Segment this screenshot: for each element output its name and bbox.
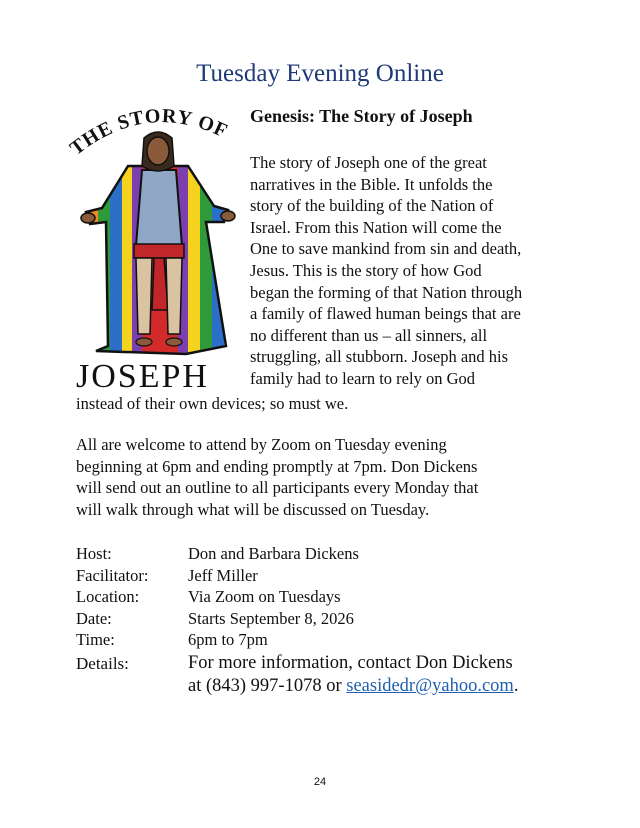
- attendance-paragraph: All are welcome to attend by Zoom on Tuesday evening beginning at 6pm and ending promptly at 7pm. Don Dickens will send out an outline to all participants every Monday that will walk through what will be discussed on Tuesday.: [76, 435, 479, 519]
- time-row: [76, 629, 596, 651]
- host-label: Host:: [76, 544, 112, 563]
- details-line-2-prefix: at (843) 997-1078 or: [188, 675, 347, 696]
- time-value: 6pm to 7pm: [188, 630, 268, 650]
- details-row: [76, 652, 596, 698]
- arc-title: THE STORY OF: [66, 104, 232, 160]
- facilitator-row: [76, 565, 596, 587]
- details-line-1: For more information, contact Don Dickens: [188, 652, 513, 673]
- facilitator-value: Jeff Miller: [188, 565, 258, 585]
- host-value: Don and Barbara Dickens: [188, 544, 359, 563]
- facilitator-label: Facilitator:: [76, 565, 149, 585]
- location-row: [76, 586, 596, 608]
- joseph-wordmark: JOSEPH: [76, 358, 209, 395]
- date-label: Date:: [76, 608, 112, 628]
- location-value: Via Zoom on Tuesdays: [188, 587, 341, 607]
- details-line-2-suffix: .: [513, 675, 519, 696]
- date-value: Starts September 8, 2026: [188, 608, 354, 628]
- page-number: 24: [313, 776, 327, 788]
- article-heading: Genesis: The Story of Joseph: [250, 106, 473, 126]
- time-label: Time:: [76, 630, 115, 650]
- date-row: [76, 608, 596, 630]
- joseph-illustration: [66, 96, 252, 396]
- email-link[interactable]: seasidedr@yahoo.com: [346, 675, 514, 696]
- details-value: [188, 652, 518, 698]
- location-label: Location:: [76, 587, 140, 607]
- event-details: [76, 543, 596, 698]
- story-paragraph-tail: instead of their own devices; so must we.: [76, 394, 349, 413]
- host-row: [76, 543, 596, 565]
- details-label: Details:: [76, 653, 129, 673]
- page-title: Tuesday Evening Online: [196, 60, 444, 87]
- story-paragraph: The story of Joseph one of the great narratives in the Bible. It unfolds the story of the building of the Nation of Israel. From this Nation will come the One to save mankind from sin and death, Jesus. This is the story of how God began the forming of that Nation through a family of flawed human beings that are no different than us – all sinners, all struggling, all stubborn. Joseph and his family had to learn to rely on God: [250, 153, 523, 388]
